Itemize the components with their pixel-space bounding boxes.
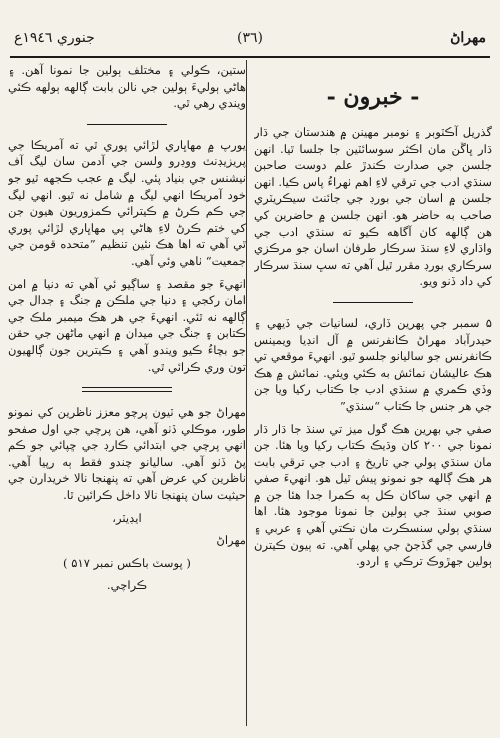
- signature-city: ڪراچي.: [106, 578, 148, 593]
- section-title: - خبرون -: [326, 84, 420, 110]
- publication-name: مهراڻ: [450, 30, 486, 46]
- news-item: گذريل آڪٽوبر ۽ نومبر مهينن ۾ هندستان جي ڌار ڌار ڀاڱن مان اڪثر سوسائٽين جا جلسا ٿيا. انهن جلسن جي صدارت ڪندڙ علم دوست صاحبن سنڌي ادب جي ترقي لاءِ اهم ٺهراءُ پاس ڪيا. انهن جلسن ۾ اسان جي بورڊ جي جائنٽ سيڪريٽري صاحب به حاضر هو. انهن جلسن ۾ حاضرين کي هن ڳالهه کان آگاهه ڪيو ته سنڌي ادب جي واڌاري لاءِ سنڌ سرڪار طرفان اسان جو مرڪزي سرڪاري بورڊ مقرر ٿيل آهي ته سڀ سنڌ سرڪار کي داد ڏنو ويو.: [254, 125, 492, 289]
- separator: [87, 124, 167, 125]
- header-rule: [10, 56, 490, 58]
- left-column: [8, 62, 246, 728]
- article-paragraph: انهيءَ جو مقصد ۽ ساڳيو ئي آهي ته دنيا ۾ امن امان رکجي ۽ دنيا جي ملڪن ۾ جنگ ۽ جدال جي ڳالهه نه ٿئي. انهيءَ جي هر هڪ ميمبر ملڪ جي ڪتابن ۽ جنگ جي ميدان ۾ انهي ماڻهن جي حقن جو بچاءُ ڪيو ويندو آهي ۽ ڪيترين جون ڳالهيون تون وري ڪرائي ٿي.: [8, 276, 246, 374]
- signature-magazine: مهراڻ: [216, 533, 246, 548]
- top-paragraph: ستين، ڪولي ۽ مختلف ٻولين جا نمونا آهن. ۽ هاڻي ٻوليءَ ٻولين جي نالن بابت ڳالهه ٻولهه ڪئي ويندي رهي ٿي.: [8, 63, 246, 111]
- column-divider: [246, 60, 247, 726]
- signature-box: ( پوسٽ باڪس نمبر ۵١٧ ): [63, 555, 191, 570]
- right-column: [254, 62, 492, 728]
- double-separator: [82, 387, 172, 392]
- editor-notice: مهراڻ جو هي ٽيون پرچو معزز ناظرين کي نمونو طور، موڪلي ڏٺو آهي، هن پرچي جي اول صفحو انهي پرچي جي ابتدائي ڪارڊ جي ڇپائي جو ڪم پڻ ڏٺو آهي. ساليانو چندو فقط ٻه رپيا آهي. ناظرين کي عرض آهي ته پنهنجا نالا خريدارن جي حيثيت سان پنهنجا نالا داخل ڪرائين ٿا.: [8, 405, 246, 503]
- page-header: [10, 28, 490, 50]
- page-number: (٣٦): [237, 30, 263, 46]
- issue-date: جنوري ١٩٤٦ع: [14, 30, 95, 46]
- separator: [333, 302, 413, 303]
- news-item: صفي جي بهرين هڪ گول ميز تي سنڌ جا ڌار ڌار نمونا جي ٢٠٠ کان وڌيڪ ڪتاب رکيا ويا هئا. جن مان سنڌي ٻولي جي تاريخ ۽ ادب جي ترقي بابت هر هڪ ڳالهه جو نمونو پيش ٿيل هو. انهيءَ صفي ۾ انهي جي ساکان ڪل ٻه ڪمرا جدا هئا جن ۾ صوبي سنڌ جي ٻولين جا نمونا موجود هئا. اها سنڌي ٻولي سنسڪرت مان نڪتي آهي ۽ عربي ۽ فارسي جي گڏجڻ جي پهلي آهي. ته ٻيون ڪيترن ٻولين جهڙوڪ ترڪي ۽ اردو.: [254, 421, 492, 569]
- article-paragraph: يورپ ۾ مهاڀاري لڙائي پوري ٿي ته آمريڪا جي پريزيڊنٽ ووڊرو ولسن جي آدمن سان ليگ آف نيشنس جي بنياد پئي. ليگ ۾ عجب ڪجهه ٿيو جو خود آمريڪا انهي ليگ ۾ شامل نه ٿيو. انهي ليگ جي ڪم ڪرڻ ۾ ڪيترائي ڪمزوريون هيون جن کي ختم ڪرڻ لاءِ هاڻي ٻي مهاڀاري لڙائي پوري ٿي آهي ته اها هڪ نئين تنظيم ”متحده قومن جي جمعيت“ ٺاهي وئي آهي.: [8, 137, 246, 268]
- signature-role: ايڊيٽر،: [112, 510, 142, 525]
- news-item: ۵ سمبر جي پهرين ڏاري، لسانيات جي ڏيهي ۽ حيدرآباد مهراڻ ڪانفرنس ۾ آل انڊيا ويمينس ڪانفرنس جو ساليانو جلسو ٿيو. انهيءَ موقعي تي هڪ عاليشان نمائش به ڪئي ويئي. نمائش ۾ هڪ وڏي ڪمري ۾ سنڌي ادب جا ڪتاب رکيا ويا جن جي هر جنس جا ڪتاب “سنڌي”: [254, 315, 492, 413]
